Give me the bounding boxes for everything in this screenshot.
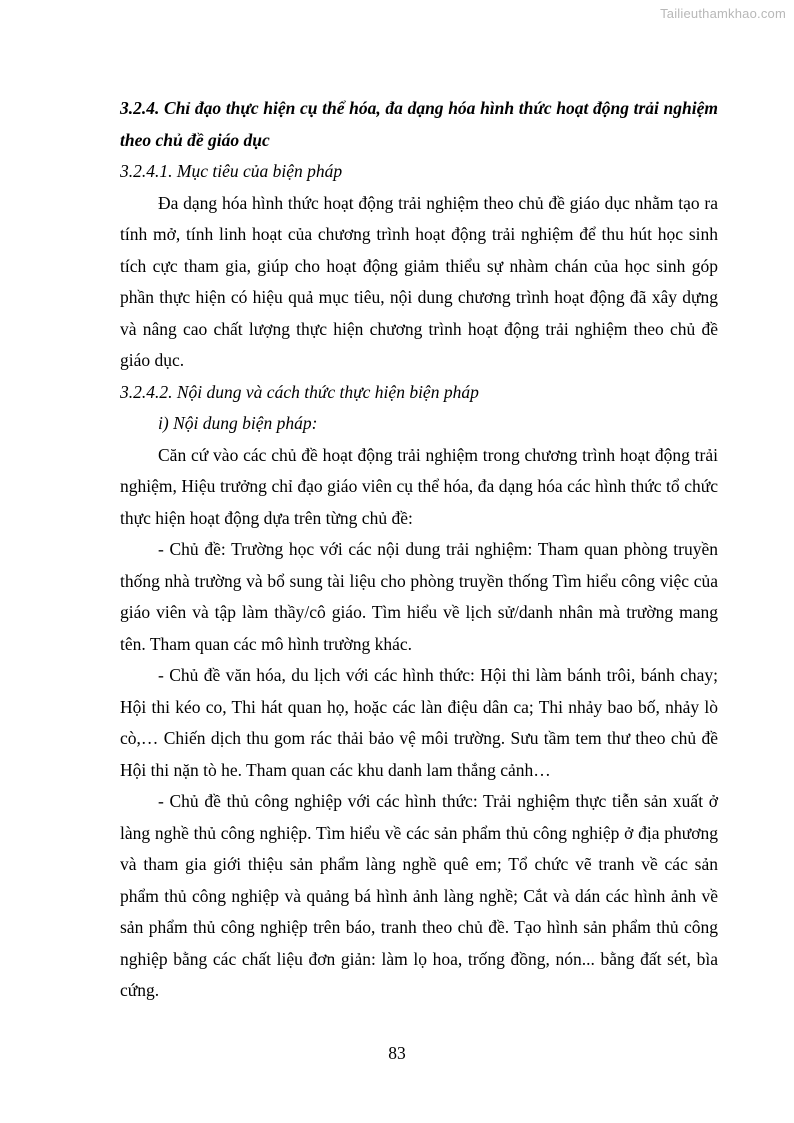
page-number: 83 (388, 1043, 406, 1063)
page-content (120, 93, 718, 1007)
paragraph-topic-school: - Chủ đề: Trường học với các nội dung trải nghiệm: Tham quan phòng truyền thống nhà trường và bổ sung tài liệu cho phòng truyền thống Tìm hiểu công việc của giáo viên và tập làm thầy/cô giáo. Tìm hiểu về lịch sử/danh nhân mà trường mang tên. Tham quan các mô hình trường khác. (120, 539, 718, 654)
subsection-title-content: 3.2.4.2. Nội dung và cách thức thực hiện biện pháp (120, 381, 479, 402)
subsection-title-objective: 3.2.4.1. Mục tiêu của biện pháp (120, 161, 343, 181)
paragraph-objective: Đa dạng hóa hình thức hoạt động trải nghiệm theo chủ đề giáo dục nhằm tạo ra tính mở, tính linh hoạt của chương trình hoạt động trải nghiệm để thu hút học sinh tích cực tham gia, giúp cho hoạt động giảm thiểu sự nhàm chán của học sinh góp phần thực hiện có hiệu quả mục tiêu, nội dung chương trình hoạt động đã xây dựng và nâng cao chất lượng thực hiện chương trình hoạt động trải nghiệm theo chủ đề giáo dục. (120, 192, 718, 370)
paragraph-topic-handicraft: - Chủ đề thủ công nghiệp với các hình thức: Trải nghiệm thực tiễn sản xuất ở làng nghề thủ công nghiệp. Tìm hiểu về các sản phẩm thủ công nghiệp ở địa phương và tham gia giới thiệu sản phẩm làng nghề quê em; Tổ chức vẽ tranh về các sản phẩm thủ công nghiệp và quảng bá hình ảnh làng nghề; Cắt và dán các hình ảnh về sản phẩm thủ công nghiệp trên báo, tranh theo chủ đề. Tạo hình sản phẩm thủ công nghiệp bằng các chất liệu đơn giản: làm lọ hoa, trống đồng, nón... bằng đất sét, bìa cứng. (120, 791, 718, 1000)
item-heading-content: i) Nội dung biện pháp: (158, 413, 318, 433)
paragraph-intro: Căn cứ vào các chủ đề hoạt động trải nghiệm trong chương trình hoạt động trải nghiệm, Hiệu trưởng chỉ đạo giáo viên cụ thể hóa, đa dạng hóa các hình thức tổ chức thực hiện hoạt động dựa trên từng chủ đề: (120, 444, 718, 528)
paragraph-topic-culture: - Chủ đề văn hóa, du lịch với các hình thức: Hội thi làm bánh trôi, bánh chay; Hội thi kéo co, Thi hát quan họ, hoặc các làn điệu dân ca; Thi nhảy bao bố, nhảy lò cò,… Chiến dịch thu gom rác thải bảo vệ môi trường. Sưu tầm tem thư theo chủ đề Hội thi nặn tò he. Tham quan các khu danh lam thắng cảnh… (120, 665, 718, 780)
section-heading: 3.2.4. Chỉ đạo thực hiện cụ thể hóa, đa dạng hóa hình thức hoạt động trải nghiệm theo chủ đề giáo dục (120, 98, 718, 150)
watermark: Tailieuthamkhao.com (660, 6, 786, 21)
